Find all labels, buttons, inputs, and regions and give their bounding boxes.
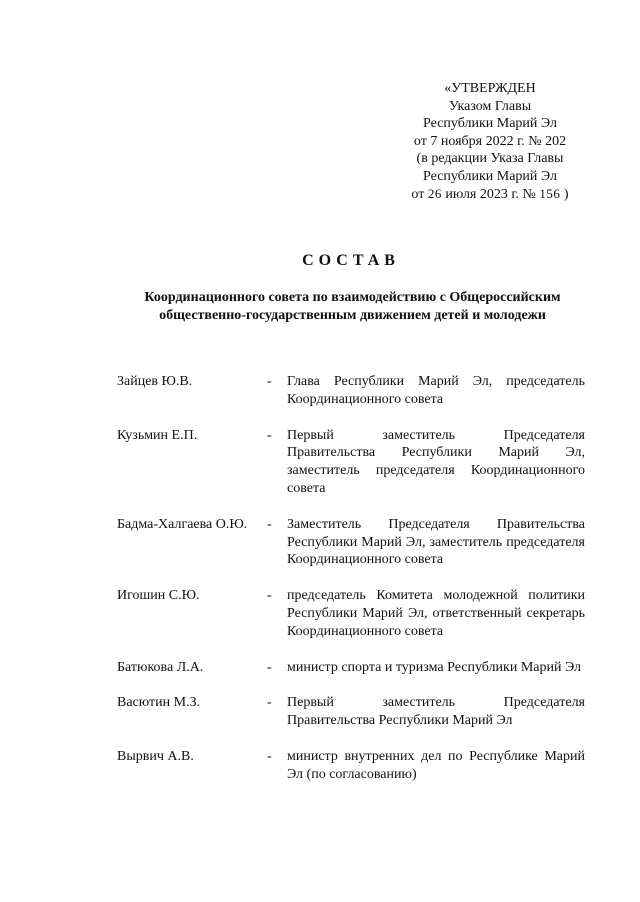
member-role: Первый заместитель Председателя Правительства Республики Марий Эл xyxy=(287,695,585,729)
approval-edition-prefix: от xyxy=(411,187,425,202)
approval-date: от 7 ноября 2022 г. № 202 xyxy=(413,133,567,149)
document-title: СОСТАВ xyxy=(302,252,400,269)
approval-edition: (в редакции Указа Главы xyxy=(416,151,564,166)
member-row xyxy=(117,516,585,569)
member-dash: - xyxy=(267,516,272,532)
approval-stamp xyxy=(385,80,595,204)
member-dash: - xyxy=(267,588,272,604)
member-name: Батюкова Л.А. xyxy=(117,659,204,675)
member-row xyxy=(117,694,585,730)
members-list xyxy=(117,373,585,784)
approval-edition-number: 156 xyxy=(539,186,561,201)
member-name: Игошин С.Ю. xyxy=(117,588,200,604)
member-role: министр внутренних дел по Республике Марий Эл (по согласованию) xyxy=(287,748,585,782)
approval-edition-day: 26 xyxy=(427,186,442,201)
member-name: Бадма-Халгаева О.Ю. xyxy=(117,516,248,532)
member-role: Глава Республики Марий Эл, председатель Координационного совета xyxy=(287,374,585,407)
approval-edition-republic: Республики Марий Эл xyxy=(423,168,557,184)
subtitle-line-1: Координационного совета по взаимодействию с Общероссийским xyxy=(144,290,561,305)
subtitle-line-2: общественно-государственным движением детей и молодежи xyxy=(159,308,546,323)
approval-heading: «УТВЕРЖДЕН xyxy=(444,81,536,96)
approval-edition-month-year: июля 2023 г. № xyxy=(445,187,536,202)
member-dash: - xyxy=(267,659,272,675)
member-role: Первый заместитель Председателя Правительства Республики Марий Эл, заместитель председателя Координационного совета xyxy=(287,427,585,496)
approval-decree: Указом Главы xyxy=(448,98,532,114)
member-role: министр спорта и туризма Республики Марий Эл xyxy=(287,659,582,675)
member-row xyxy=(117,427,585,498)
member-dash: - xyxy=(267,427,272,443)
member-role: председатель Комитета молодежной политики Республики Марий Эл, ответственный секретарь Координационного совета xyxy=(287,588,585,639)
member-name: Вырвич А.В. xyxy=(117,748,194,764)
member-row xyxy=(117,587,585,640)
member-dash: - xyxy=(267,374,272,389)
member-row xyxy=(117,659,585,677)
member-role: Заместитель Председателя Правительства Республики Марий Эл, заместитель председателя Координационного совета xyxy=(287,516,585,568)
member-row xyxy=(117,373,585,409)
approval-edition-suffix: ) xyxy=(563,187,569,202)
member-row xyxy=(117,748,585,784)
member-dash: - xyxy=(267,748,272,764)
approval-edition-date xyxy=(385,185,595,204)
member-name: Кузьмин Е.П. xyxy=(117,427,198,443)
member-name: Зайцев Ю.В. xyxy=(117,374,193,389)
approval-republic: Республики Марий Эл xyxy=(423,116,557,131)
member-name: Васютин М.З. xyxy=(117,695,201,711)
document-subtitle xyxy=(100,289,605,325)
member-dash: - xyxy=(267,695,272,711)
